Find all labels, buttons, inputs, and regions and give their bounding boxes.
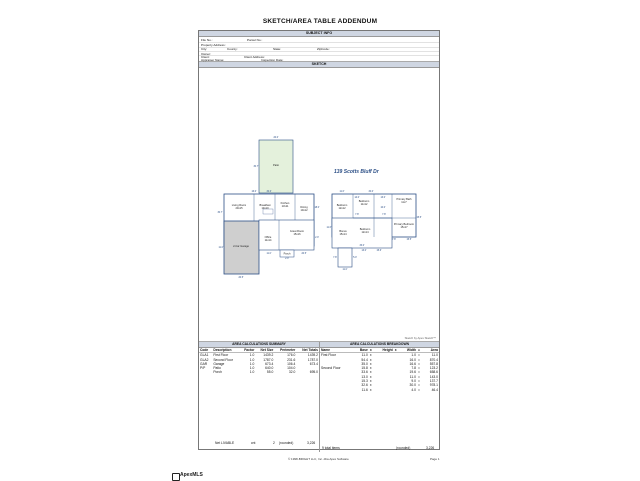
- room-label: Bedroom: [336, 204, 348, 207]
- cell: 54.4: [361, 357, 368, 362]
- column-header: Area: [423, 348, 439, 353]
- total-value: 3,226: [426, 446, 435, 450]
- cell: 35.0: [361, 361, 368, 366]
- cell: 1439.2: [307, 353, 318, 358]
- parcel-no-label: Parcel No.:: [247, 38, 263, 42]
- dimension-label: 10.0': [380, 206, 386, 209]
- cell: 46.4: [431, 387, 438, 392]
- cell: =: [417, 366, 420, 371]
- room-label: Bedroom: [358, 200, 370, 203]
- area-summary-table: [199, 348, 319, 375]
- cell: Patio: [213, 366, 221, 371]
- cell: First Floor: [321, 353, 336, 358]
- appraiser-label: Appraiser Name:: [201, 58, 225, 62]
- cell: 11.0: [361, 353, 368, 358]
- room-dims: 11x12: [360, 203, 368, 206]
- county-label: County:: [227, 47, 238, 51]
- cell: 143.0: [429, 374, 438, 379]
- room-label: 2-Car Garage: [233, 245, 249, 248]
- sketch-credit: Sketch by Apex Sketch™: [404, 336, 436, 340]
- room-dims: 11x14: [264, 239, 272, 242]
- cell: 1.0: [249, 370, 255, 375]
- cell: 15.8: [361, 366, 368, 371]
- dimension-label: 2.0': [285, 257, 289, 260]
- dimension-label: 16.0': [251, 190, 257, 193]
- cell: 1787.0: [263, 357, 274, 362]
- cell: =: [417, 370, 420, 375]
- cell: 11.0: [409, 374, 416, 379]
- dimension-label: 30.7': [253, 165, 259, 168]
- net-livable-unit: cnt: [251, 441, 256, 445]
- cell: 1787.0: [307, 357, 318, 362]
- state-label: State:: [273, 47, 282, 51]
- dimension-label: 11.0': [342, 268, 348, 271]
- dimension-label: 20.5': [238, 276, 244, 279]
- property-address-label: Property Address:: [201, 42, 226, 47]
- cell: Porch: [213, 370, 222, 375]
- table-row: [320, 388, 439, 392]
- dimension-label: 7.8': [382, 213, 386, 216]
- dimension-label: 13.0': [380, 196, 386, 199]
- office-greatroom-block: [259, 220, 314, 250]
- city-label: City:: [201, 47, 208, 51]
- room-dims: 12x12: [338, 207, 346, 210]
- area-calculations: [199, 342, 439, 452]
- column-header: Name: [320, 348, 353, 353]
- room-label: Great Room: [289, 230, 305, 233]
- dimension-label: 33.0': [359, 244, 365, 247]
- room-dims: 10x12: [300, 209, 308, 212]
- dimension-label: 20.0': [273, 136, 279, 139]
- cell: x: [369, 374, 372, 379]
- column-header: Code: [199, 348, 212, 353]
- column-header: Width: [400, 348, 417, 353]
- cell: 7.8: [411, 366, 416, 371]
- cell: P/P: [200, 366, 206, 371]
- cell: 15.3: [361, 379, 368, 384]
- cell: 1.0: [249, 353, 255, 358]
- apex-logo: ApexMLS: [180, 472, 203, 478]
- cell: 55.0: [266, 370, 274, 375]
- cell: 1.0: [249, 366, 255, 371]
- cell: =: [417, 383, 420, 388]
- cell: 16.6: [409, 361, 416, 366]
- dimension-label: 7.8': [355, 213, 359, 216]
- cell: 640.0: [265, 366, 274, 371]
- net-livable-rounded: (rounded): [279, 441, 294, 445]
- room-label: Primary Bedroom: [393, 223, 415, 226]
- room-label: Kitchen: [280, 202, 290, 205]
- cell: =: [417, 379, 420, 384]
- cell: x: [369, 383, 372, 388]
- cell: GLA1: [200, 353, 209, 358]
- dimension-label: 15.6': [376, 249, 382, 252]
- cell: 1.0: [249, 357, 255, 362]
- file-no-label: File No.:: [201, 38, 213, 42]
- cell: 673.4: [309, 361, 318, 366]
- room-dims: 12x14: [361, 231, 369, 234]
- room-dims: 11x7: [401, 201, 407, 204]
- cell: 673.4: [265, 361, 274, 366]
- room-label: Living Room: [231, 204, 247, 207]
- column-header: x: [394, 348, 400, 353]
- table-row: [199, 370, 319, 374]
- cell: 1439.2: [263, 353, 274, 358]
- cell: x: [369, 366, 372, 371]
- room-label: Porch: [283, 252, 291, 256]
- cell: x: [369, 353, 372, 358]
- owner-label: Owner:: [201, 51, 211, 56]
- cell: 13.0: [361, 374, 368, 379]
- dimension-label: 11.6': [326, 226, 332, 229]
- room-label: Patio: [273, 164, 279, 167]
- cell: 4.0: [411, 387, 416, 392]
- dimension-label: 14.0': [354, 196, 360, 199]
- room-dims: 13x11: [281, 205, 289, 208]
- room-label: Breakfast: [259, 204, 271, 207]
- column-header: Base: [353, 348, 368, 353]
- room-label: Bonus: [339, 230, 347, 233]
- zip-label: ZipCode:: [317, 47, 330, 51]
- column-header: x: [369, 348, 375, 353]
- cell: 1.0: [249, 361, 255, 366]
- column-header: Net Totals: [296, 348, 319, 353]
- client-label: Client:: [201, 55, 210, 59]
- column-header: Height: [375, 348, 394, 353]
- column-header: Perimeter: [274, 348, 296, 353]
- cell: 30.0: [409, 383, 416, 388]
- cell: Second Floor: [321, 366, 341, 371]
- dimension-label: 2.0': [315, 236, 319, 239]
- dimension-label: 20.5': [301, 252, 307, 255]
- floor-plan-sketch: [199, 68, 439, 341]
- cell: 19.6: [409, 370, 416, 375]
- cell: x: [369, 379, 372, 384]
- dimension-label: 11.6': [339, 190, 345, 193]
- cell: x: [369, 357, 372, 362]
- dimension-label: 15.5': [406, 238, 412, 241]
- cell: Garage: [213, 361, 225, 366]
- subject-info-block: [199, 37, 439, 62]
- property-address-sketch-label: 139 Scotts Bluff Dr: [334, 169, 379, 175]
- dimension-label: 15.5': [416, 216, 422, 219]
- column-header: Description: [212, 348, 240, 353]
- cell: =: [417, 357, 420, 362]
- cell: [199, 370, 212, 374]
- dimension-label: 13.0': [361, 249, 367, 252]
- cell: 16.0: [409, 357, 416, 362]
- cell: [320, 388, 353, 392]
- cell: 33.6: [361, 370, 368, 375]
- cell: x: [369, 361, 372, 366]
- cell: 9.0: [411, 379, 416, 384]
- document-title: SKETCH/AREA TABLE ADDENDUM: [262, 18, 378, 25]
- dimension-label: 7.8': [333, 256, 337, 259]
- cell: Second Floor: [213, 357, 233, 362]
- room-dims: 15x16: [293, 233, 301, 236]
- cell: =: [417, 361, 420, 366]
- dimension-label: 34.0': [368, 190, 374, 193]
- sketch-header: SKETCH: [199, 62, 439, 68]
- cell: =: [417, 353, 420, 358]
- cell: 104.0: [287, 366, 296, 371]
- room-label: Primary Bath: [396, 198, 412, 201]
- cell: 32.0: [288, 370, 296, 375]
- dimension-label: 7.8': [392, 238, 396, 241]
- cell: 658.6: [429, 370, 438, 375]
- cell: x: [369, 370, 372, 375]
- room-label: Dining: [300, 206, 308, 209]
- room-dims: 15x14: [339, 233, 347, 236]
- copyright-text: © 1998-BRIGHT LLC, Inc. dba Apex Software: [288, 457, 349, 461]
- sketch-area: [199, 68, 439, 342]
- room-dims: 13x10: [261, 207, 269, 210]
- cell: 176.0: [287, 353, 296, 358]
- total-items-label: 9 total items: [322, 446, 340, 450]
- page-number: Page 1: [430, 457, 440, 461]
- cell: 11.6: [361, 387, 368, 392]
- net-livable-count: 2: [273, 441, 275, 445]
- cell: 137.7: [429, 379, 438, 384]
- total-rounded: (rounded): [396, 446, 411, 450]
- area-summary-panel: [199, 342, 320, 452]
- dimension-label: 34.0': [266, 190, 272, 193]
- dimension-label: 5.0': [353, 256, 357, 259]
- dimension-label: 18.0': [314, 206, 320, 209]
- client-address-label: Client Address:: [244, 55, 265, 59]
- room-dims: 15x17: [400, 226, 408, 229]
- cell: =: [417, 374, 420, 379]
- cell: =: [417, 387, 420, 392]
- dimension-label: 11.0': [266, 252, 272, 255]
- cell: GLA2: [200, 357, 209, 362]
- cell: x: [369, 387, 372, 392]
- area-summary-header: AREA CALCULATIONS SUMMARY: [199, 342, 319, 348]
- room-label: Bedroom: [359, 228, 371, 231]
- cell: 123.2: [429, 366, 438, 371]
- dimension-label: 11.0': [218, 246, 224, 249]
- cell: 557.8: [429, 361, 438, 366]
- net-livable-total: 3,226: [307, 441, 316, 445]
- addendum-frame: [198, 30, 440, 450]
- cell: 11.0: [431, 353, 438, 358]
- column-header: Net Size: [255, 348, 274, 353]
- cell: 1.0: [411, 353, 416, 358]
- column-header: =: [417, 348, 423, 353]
- inspection-date-label: Inspection Date:: [261, 58, 284, 62]
- dimension-label: 30.7': [217, 211, 223, 214]
- cell: 106.4: [287, 361, 296, 366]
- area-breakdown-table: [320, 348, 439, 392]
- cell: First Floor: [213, 353, 229, 358]
- cell: 978.1: [429, 383, 438, 388]
- cell: 870.4: [429, 357, 438, 362]
- net-livable-label: Net LIVABLE: [215, 441, 235, 445]
- column-header: Factor: [240, 348, 255, 353]
- cell: 32.6: [361, 383, 368, 388]
- area-breakdown-header: AREA CALCULATIONS BREAKDOWN: [320, 342, 439, 348]
- cell: GAR: [200, 361, 208, 366]
- room-label: Office: [264, 236, 272, 239]
- area-breakdown-panel: [320, 342, 439, 452]
- cell: 231.6: [287, 357, 296, 362]
- subject-info-header: SUBJECT INFO: [199, 31, 439, 37]
- cell: 695.0: [309, 370, 318, 375]
- room-dims: 20x15: [235, 207, 243, 210]
